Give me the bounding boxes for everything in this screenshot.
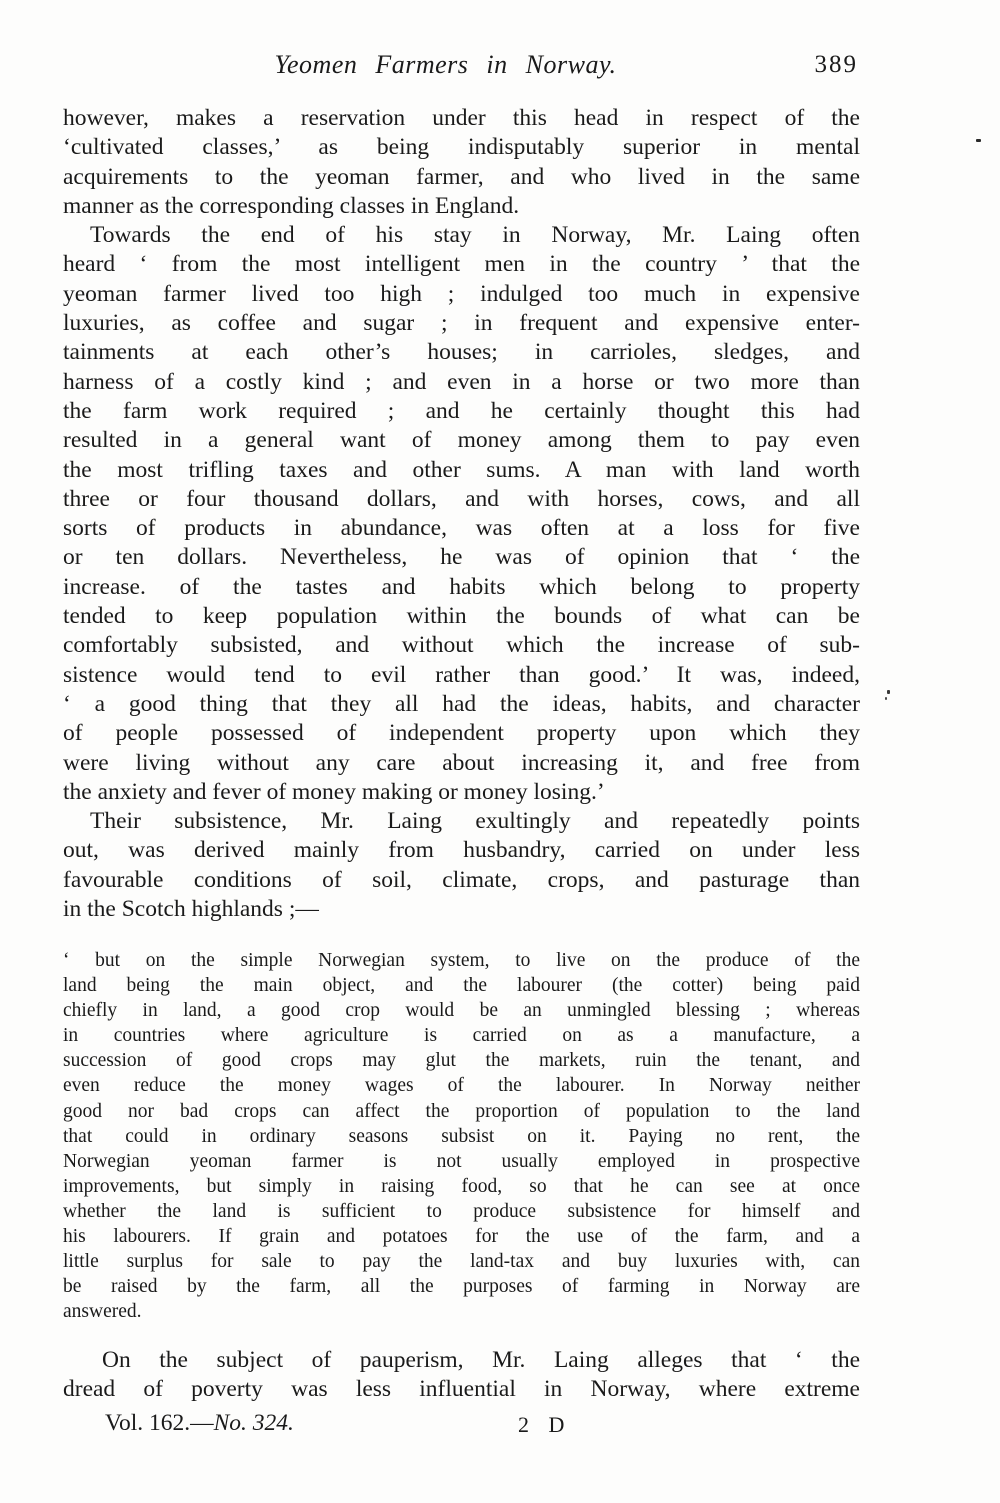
text-line: resulted in a general want of money among them to pay even	[63, 427, 860, 454]
text-line: three or four thousand dollars, and with horses, cows, and all	[63, 485, 860, 512]
text-line: the anxiety and fever of money making or money losing.’	[63, 778, 605, 805]
issue-label: No. 324.	[213, 1410, 294, 1436]
text-line: chiefly in land, a good crop would be an unmingled blessing ; whereas	[63, 1000, 860, 1022]
volume-line	[105, 1410, 860, 1437]
text-line: comfortably subsisted, and without which the increase of sub-	[63, 632, 860, 659]
text-line: ‘cultivated classes,’ as being indisputably superior in mental	[63, 134, 860, 161]
text-line: in countries where agriculture is carried on as a manufacture, a	[63, 1025, 860, 1047]
running-header	[63, 50, 860, 86]
text-line: increase. of the tastes and habits which belong to property	[63, 573, 860, 600]
text-line: favourable conditions of soil, climate, crops, and pasturage than	[63, 866, 860, 893]
closing-paragraph	[63, 1346, 860, 1405]
text-line: be raised by the farm, all the purposes of farming in Norway are	[63, 1276, 860, 1298]
body-text	[63, 104, 860, 924]
text-line: ‘ a good thing that they all had the ideas, habits, and character	[63, 690, 860, 717]
text-line: harness of a costly kind ; and even in a horse or two more than	[63, 368, 860, 395]
text-line: dread of poverty was less influential in Norway, where extreme	[63, 1376, 860, 1403]
text-line: ‘ but on the simple Norwegian system, to live on the produce of the	[63, 950, 860, 971]
page-footer	[63, 1410, 860, 1444]
text-line: Norwegian yeoman farmer is not usually employed in prospective	[63, 1150, 860, 1172]
text-column	[63, 0, 860, 1503]
text-line: the most trifling taxes and other sums. A man with land worth	[63, 456, 860, 483]
text-line: his labourers. If grain and potatoes for the use of the farm, and a	[63, 1226, 860, 1248]
text-line: were living without any care about increasing it, and free from	[63, 749, 860, 776]
text-line: good nor bad crops can affect the proportion of population to the land	[63, 1100, 860, 1122]
ink-speck	[976, 139, 981, 142]
text-line: of people possessed of independent property upon which they	[63, 720, 860, 747]
text-line: sorts of products in abundance, was often at a loss for five	[63, 515, 860, 542]
text-line: in the Scotch highlands ;—	[63, 896, 319, 923]
text-line: that could in ordinary seasons subsist on it. Paying no rent, the	[63, 1125, 860, 1147]
text-line: land being the main object, and the labourer (the cotter) being paid	[63, 975, 860, 997]
page-number: 389	[814, 51, 858, 78]
printers-signature: 2 D	[518, 1412, 572, 1437]
text-line: little surplus for sale to pay the land-tax and buy luxuries with, can	[63, 1251, 860, 1273]
text-line: whether the land is sufficient to produce subsistence for himself and	[63, 1200, 860, 1222]
text-line: even reduce the money wages of the labourer. In Norway neither	[63, 1075, 860, 1097]
text-line: succession of good crops may glut the markets, ruin the tenant, and	[63, 1050, 860, 1072]
text-line: however, makes a reservation under this head in respect of the	[63, 105, 860, 131]
ink-speck	[885, 697, 887, 700]
text-line: out, was derived mainly from husbandry, carried on under less	[63, 837, 860, 864]
text-line: tended to keep population within the bounds of what can be	[63, 603, 860, 630]
volume-label: Vol. 162.—	[105, 1410, 214, 1436]
text-line: manner as the corresponding classes in England.	[63, 192, 520, 219]
text-line: heard ‘ from the most intelligent men in the country ’ that the	[63, 251, 860, 278]
ink-speck	[887, 690, 890, 694]
text-line: answered.	[63, 1301, 142, 1323]
text-line: improvements, but simply in raising food, so that he can see at once	[63, 1175, 860, 1197]
text-line: tainments at each other’s houses; in carrioles, sledges, and	[63, 339, 860, 366]
text-line: On the subject of pauperism, Mr. Laing alleges that ‘ the	[102, 1347, 860, 1373]
running-header-title: Yeomen Farmers in Norway.	[274, 50, 617, 79]
text-line: Towards the end of his stay in Norway, Mr. Laing often	[90, 222, 860, 249]
text-line: the farm work required ; and he certainly thought this had	[63, 397, 860, 424]
block-quote	[63, 948, 860, 1324]
text-line: Their subsistence, Mr. Laing exultingly and repeatedly points	[90, 808, 860, 835]
text-line: sistence would tend to evil rather than good.’ It was, indeed,	[63, 661, 860, 688]
text-line: or ten dollars. Nevertheless, he was of opinion that ‘ the	[63, 544, 860, 571]
text-line: acquirements to the yeoman farmer, and who lived in the same	[63, 163, 860, 190]
text-line: luxuries, as coffee and sugar ; in frequent and expensive enter-	[63, 310, 860, 337]
text-line: yeoman farmer lived too high ; indulged too much in expensive	[63, 280, 860, 307]
